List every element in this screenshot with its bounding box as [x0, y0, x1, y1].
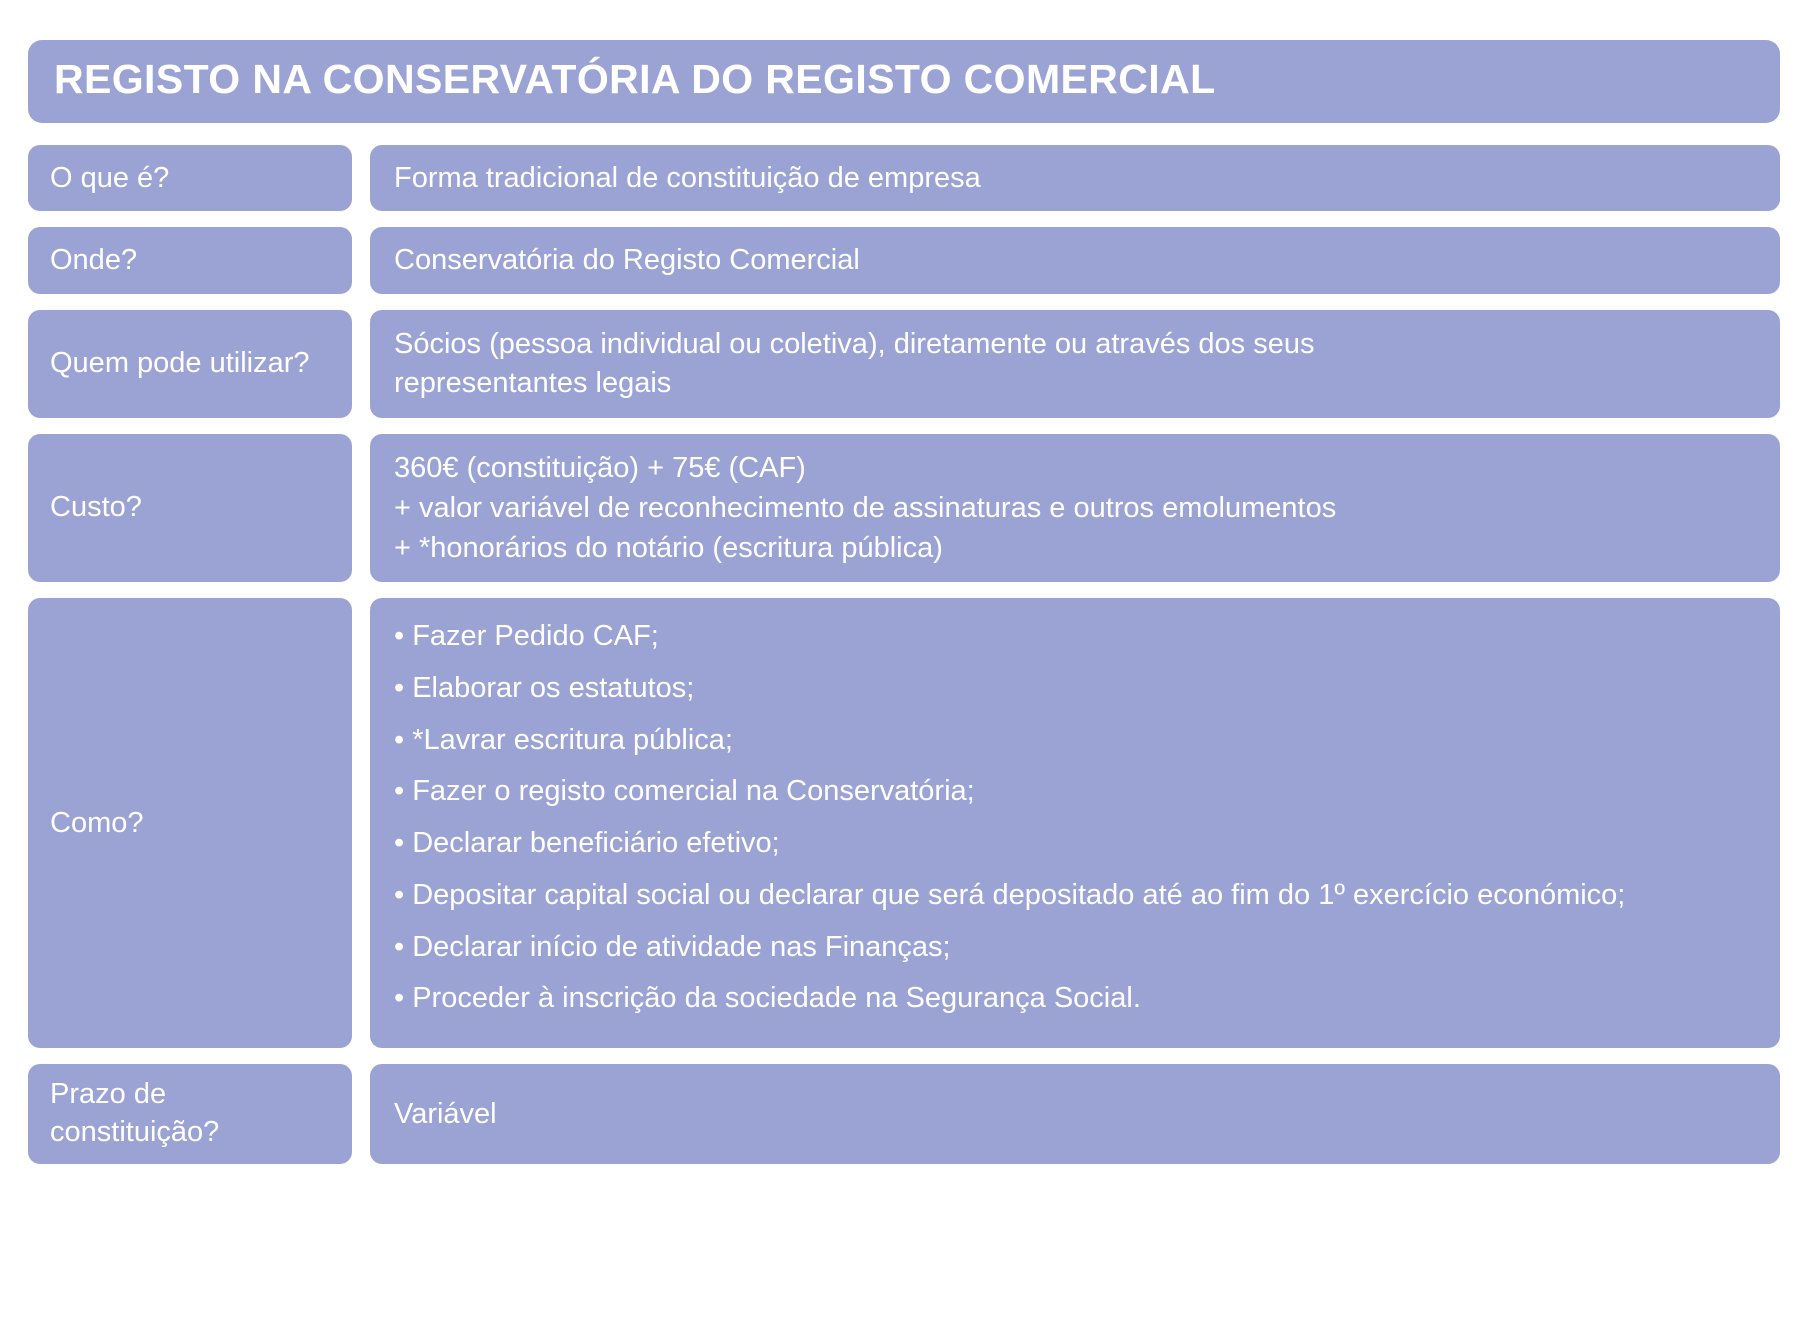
row-label-como: Como?: [28, 598, 352, 1048]
row-value-como: [370, 598, 1780, 1048]
value-line: Sócios (pessoa individual ou coletiva), diretamente ou através dos seus: [394, 328, 1315, 361]
table-row: [28, 227, 1780, 293]
table-row: [28, 145, 1780, 211]
row-label-custo: Custo?: [28, 434, 352, 583]
row-value-o-que-e: [370, 145, 1780, 211]
list-item: • Elaborar os estatutos;: [394, 672, 695, 705]
list-item: • Fazer o registo comercial na Conservatória;: [394, 775, 975, 808]
list-item: • Depositar capital social ou declarar que será depositado até ao fim do 1º exercício económico;: [394, 878, 1626, 911]
row-value-custo: [370, 434, 1780, 583]
row-label-prazo-de-constituicao: Prazo de constituição?: [28, 1064, 352, 1163]
row-value-prazo-de-constituicao: [370, 1064, 1780, 1163]
value-line: Forma tradicional de constituição de empresa: [394, 162, 981, 195]
list-item: • Declarar início de atividade nas Finanças;: [394, 930, 951, 963]
table-row: [28, 310, 1780, 418]
steps-list: [394, 618, 1756, 1018]
row-label-o-que-e: O que é?: [28, 145, 352, 211]
row-value-quem-pode-utilizar: [370, 310, 1780, 418]
value-line: Variável: [394, 1097, 497, 1130]
list-item: • *Lavrar escritura pública;: [394, 723, 733, 756]
value-line: 360€ (constituição) + 75€ (CAF): [394, 451, 806, 484]
table-row: [28, 1064, 1780, 1163]
page-title-text: REGISTO NA CONSERVATÓRIA DO REGISTO COMERCIAL: [54, 56, 1216, 102]
table-row: [28, 434, 1780, 583]
row-label-onde: Onde?: [28, 227, 352, 293]
value-line: representantes legais: [394, 366, 672, 399]
list-item: • Fazer Pedido CAF;: [394, 620, 659, 653]
row-label-quem-pode-utilizar: Quem pode utilizar?: [28, 310, 352, 418]
table-row: [28, 598, 1780, 1048]
value-line: + *honorários do notário (escritura pública): [394, 532, 943, 565]
row-value-onde: [370, 227, 1780, 293]
value-line: Conservatória do Registo Comercial: [394, 244, 860, 277]
value-line: + valor variável de reconhecimento de assinaturas e outros emolumentos: [394, 491, 1337, 524]
page-title: [28, 40, 1780, 123]
list-item: • Declarar beneficiário efetivo;: [394, 827, 780, 860]
list-item: • Proceder à inscrição da sociedade na Segurança Social.: [394, 982, 1141, 1015]
